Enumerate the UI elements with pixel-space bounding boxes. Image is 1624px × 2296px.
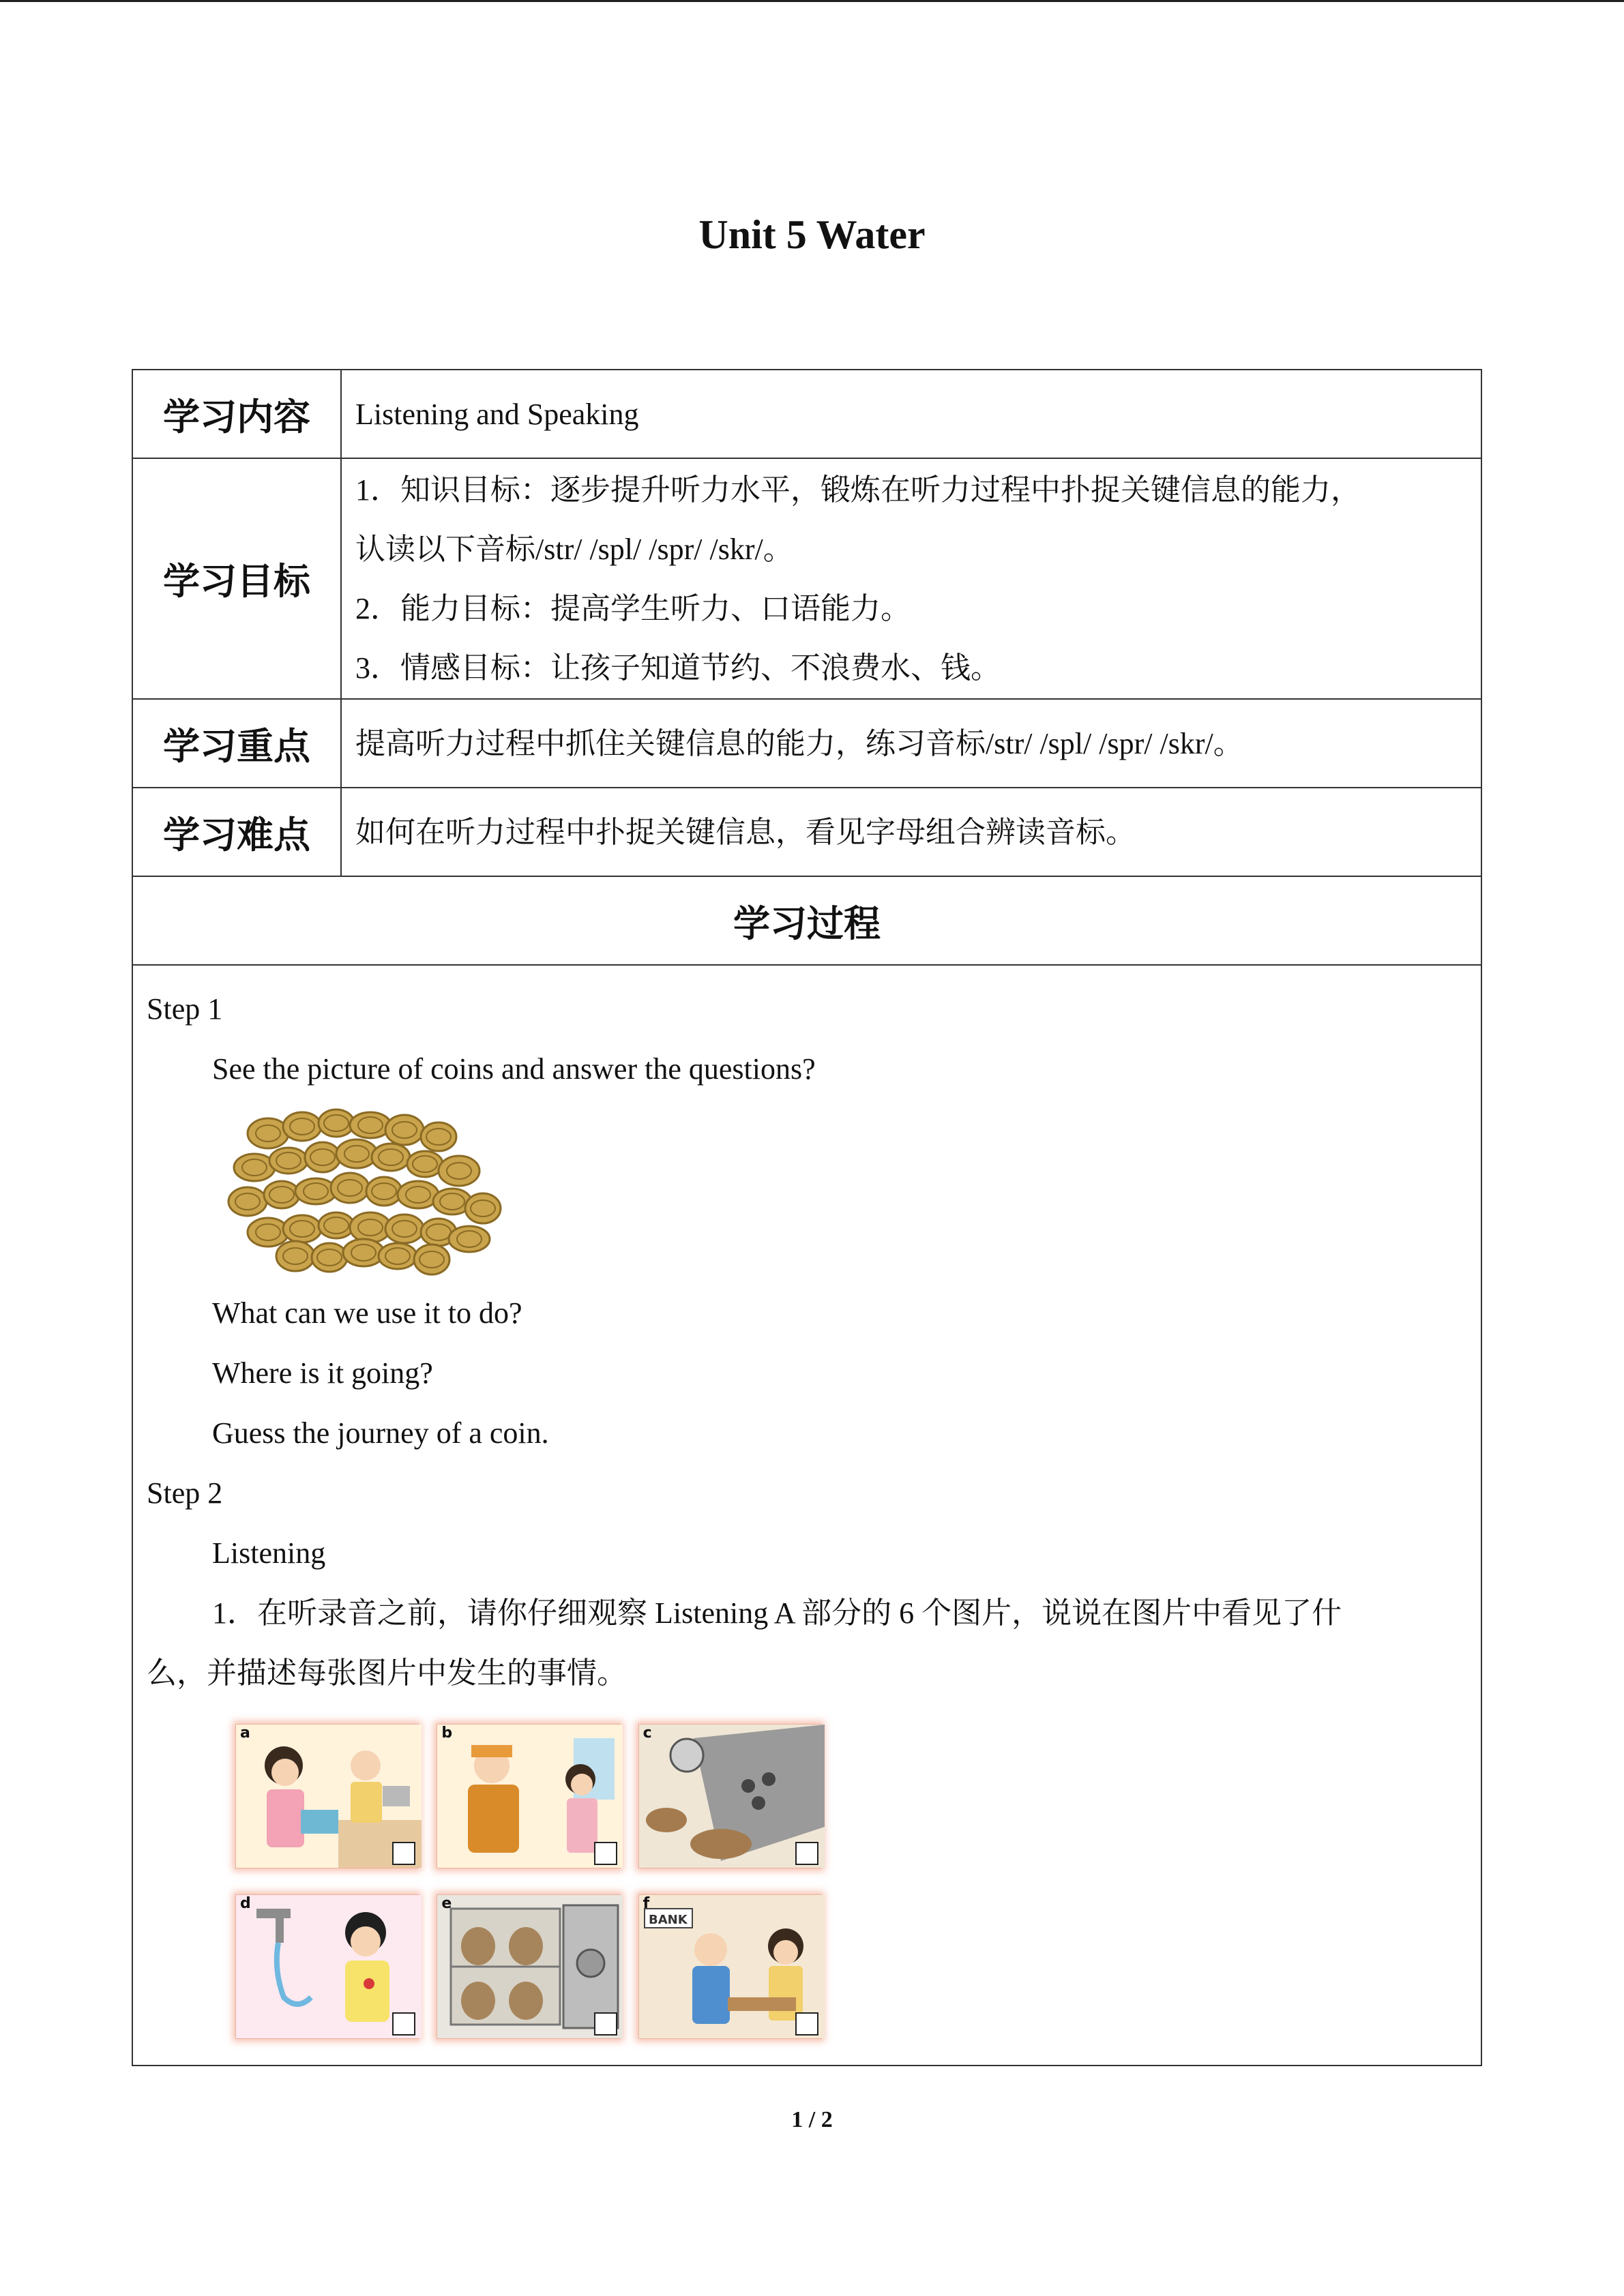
coin-icon: [331, 1173, 369, 1203]
step1-question-2: Where is it going?: [212, 1356, 433, 1390]
coin-icon: [248, 1118, 289, 1148]
coin-icon: [312, 1243, 347, 1272]
key-point-line: 提高听力过程中抓住关键信息的能力，练习音标/str/ /spl/ /spr/ /skr/。: [355, 726, 1243, 760]
objective-line-3: 2．能力目标：提高学生听力、口语能力。: [355, 591, 911, 625]
lesson-plan-table: [132, 369, 1482, 2066]
coin-icon: [379, 1243, 417, 1269]
picture-letter: b: [441, 1725, 453, 1742]
coin-icon: [343, 1239, 384, 1266]
coin-icon: [421, 1122, 456, 1151]
step2-instruction-line-2: 么，并描述每张图片中发生的事情。: [147, 1656, 627, 1690]
coin-icon: [407, 1151, 443, 1177]
coin-icon: [366, 1177, 402, 1206]
row-section-heading: [132, 876, 1481, 965]
coin-icon: [295, 1178, 336, 1204]
picture-letter: f: [643, 1895, 650, 1912]
row-learning-process: [132, 965, 1481, 2066]
coin-icon: [372, 1144, 410, 1171]
label-learning-content: 学习内容: [132, 370, 341, 458]
coin-icon: [449, 1226, 490, 1252]
step2-instruction-line-1: 1．在听录音之前，请你仔细观察 Listening A 部分的 6 个图片，说说在图片中看见了什: [212, 1596, 1342, 1630]
coin-icon: [385, 1214, 424, 1243]
coin-icon: [276, 1241, 314, 1271]
answer-checkbox[interactable]: [594, 2012, 617, 2036]
coins-illustration: [227, 1106, 520, 1277]
coin-icon: [398, 1181, 439, 1208]
step1-question-1: What can we use it to do?: [212, 1296, 522, 1330]
page-title: Unit 5 Water: [698, 212, 926, 257]
coins-image: [227, 1106, 520, 1277]
answer-checkbox[interactable]: [392, 1842, 415, 1865]
picture-e-bank-vault: [437, 1894, 620, 2039]
page-number: 1 / 2: [791, 2107, 833, 2132]
coin-icon: [228, 1187, 267, 1216]
row-learning-content: [132, 370, 1481, 458]
value-learning-content: [341, 370, 1481, 458]
row-key-points: [132, 699, 1481, 788]
objective-line-2: 认读以下音标/str/ /spl/ /spr/ /skr/。: [355, 532, 793, 566]
step2-subheading: Listening: [212, 1536, 326, 1570]
section-heading-learning-process: 学习过程: [132, 876, 1481, 965]
picture-a-shop-purchase: [235, 1724, 419, 1868]
label-key-points: 学习重点: [132, 699, 341, 788]
coin-icon: [234, 1154, 275, 1181]
coin-icon: [248, 1218, 289, 1247]
row-difficulties: [132, 788, 1481, 876]
coin-icon: [319, 1109, 354, 1137]
row-learning-objectives: [132, 458, 1481, 699]
coin-icon: [385, 1115, 424, 1145]
picture-letter: a: [240, 1725, 250, 1742]
picture-row-1: [235, 1724, 822, 1868]
step1-heading: Step 1: [147, 992, 223, 1026]
listening-pictures: [235, 1724, 822, 2039]
coin-icon: [305, 1142, 340, 1172]
coin-icon: [465, 1193, 501, 1223]
label-difficulties: 学习难点: [132, 788, 341, 876]
value-key-points: [341, 699, 1481, 788]
label-learning-objectives: 学习目标: [132, 458, 341, 699]
answer-checkbox[interactable]: [392, 2012, 415, 2036]
coin-icon: [336, 1139, 377, 1168]
picture-d-tap-water: [235, 1894, 419, 2039]
step1-intro: See the picture of coins and answer the questions?: [212, 1052, 816, 1086]
coin-icon: [264, 1181, 299, 1208]
picture-letter: d: [240, 1895, 251, 1912]
difficulty-line: 如何在听力过程中扑捉关键信息，看见字母组合辨读音标。: [355, 815, 1136, 849]
picture-letter: e: [441, 1895, 452, 1912]
coin-icon: [283, 1215, 321, 1242]
picture-c-vending-machine: [638, 1724, 822, 1868]
step2-heading: Step 2: [147, 1476, 223, 1510]
value-difficulties: [341, 788, 1481, 876]
coin-icon: [319, 1212, 354, 1238]
objective-line-1: 1．知识目标：逐步提升听力水平，锻炼在听力过程中扑捉关键信息的能力，: [355, 473, 1361, 507]
coin-icon: [283, 1112, 321, 1141]
learning-process-content: [132, 965, 1481, 2066]
content-line: Listening and Speaking: [355, 397, 639, 431]
value-learning-objectives: [341, 458, 1481, 699]
answer-checkbox[interactable]: [795, 2012, 818, 2036]
answer-checkbox[interactable]: [594, 1842, 617, 1865]
bank-sign-text: BANK: [648, 1913, 688, 1927]
picture-letter: c: [643, 1725, 652, 1742]
picture-row-2: [235, 1894, 822, 2039]
picture-b-giving-change: [437, 1724, 620, 1868]
coin-icon: [414, 1244, 449, 1274]
coin-icon: [439, 1156, 479, 1186]
picture-f-at-bank: [638, 1894, 822, 2039]
coin-icon: [350, 1112, 391, 1138]
objective-line-4: 3．情感目标：让孩子知道节约、不浪费水、钱。: [355, 651, 1001, 685]
top-border-line: [0, 0, 1624, 2]
step1-question-3: Guess the journey of a coin.: [212, 1416, 549, 1450]
answer-checkbox[interactable]: [795, 1842, 818, 1865]
coin-icon: [269, 1148, 308, 1174]
